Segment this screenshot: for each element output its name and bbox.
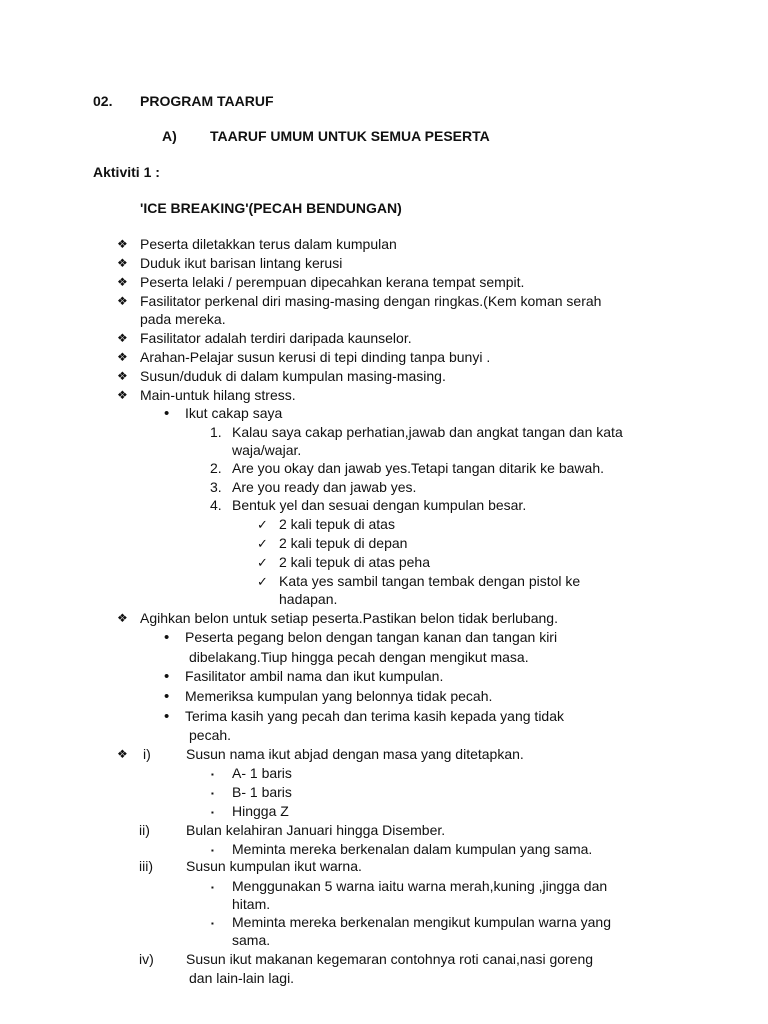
step-number: 4. (210, 497, 222, 513)
diamond-bullet-icon: ❖ (117, 275, 128, 289)
square-bullet-icon: ▪ (211, 883, 214, 892)
list-item: Main-untuk hilang stress. (140, 387, 296, 403)
step-text-continuation: waja/wajar. (232, 442, 302, 458)
sort-number: ii) (139, 822, 150, 838)
balloon-point-continuation: dibelakang.Tiup hingga pecah dengan mengikut masa. (189, 649, 529, 665)
square-bullet-icon: ▪ (211, 789, 214, 798)
sort-subitem: Meminta mereka berkenalan dalam kumpulan yang sama. (232, 841, 593, 857)
sort-text: Susun ikut makanan kegemaran contohnya roti canai,nasi goreng (186, 951, 594, 967)
square-bullet-icon: ▪ (211, 808, 214, 817)
section-number: 02. (93, 93, 113, 109)
diamond-bullet-icon: ❖ (117, 237, 128, 251)
list-item: Susun/duduk di dalam kumpulan masing-masing. (140, 368, 446, 384)
game-title: Ikut cakap saya (185, 405, 283, 421)
check-item-continuation: hadapan. (279, 591, 338, 607)
sort-text: Bulan kelahiran Januari hingga Disember. (186, 822, 446, 838)
balloon-point: Fasilitator ambil nama dan ikut kumpulan. (185, 668, 444, 684)
sort-text-continuation: dan lain-lain lagi. (189, 970, 295, 986)
diamond-bullet-icon: ❖ (117, 747, 128, 761)
sort-subitem: B- 1 baris (232, 784, 292, 800)
diamond-bullet-icon: ❖ (117, 369, 128, 383)
sort-text: Susun kumpulan ikut warna. (186, 858, 362, 874)
dot-bullet-icon: • (164, 668, 170, 685)
sort-number: iii) (139, 858, 153, 874)
step-number: 1. (210, 424, 222, 440)
balloon-point-continuation: pecah. (189, 727, 232, 743)
activity-label: Aktiviti 1 : (93, 164, 160, 180)
sort-subitem: Meminta mereka berkenalan mengikut kumpulan warna yang (232, 914, 611, 930)
step-text: Kalau saya cakap perhatian,jawab dan angkat tangan dan kata (232, 424, 623, 440)
step-number: 3. (210, 479, 222, 495)
diamond-bullet-icon: ❖ (117, 294, 128, 308)
step-number: 2. (210, 460, 222, 476)
diamond-bullet-icon: ❖ (117, 331, 128, 345)
diamond-bullet-icon: ❖ (117, 388, 128, 402)
dot-bullet-icon: • (164, 629, 170, 646)
diamond-bullet-icon: ❖ (117, 611, 128, 625)
balloon-point: Peserta pegang belon dengan tangan kanan dan tangan kiri (185, 629, 558, 645)
step-text: Are you ready dan jawab yes. (232, 479, 417, 495)
list-item: Arahan-Pelajar susun kerusi di tepi dinding tanpa bunyi . (140, 349, 491, 365)
dot-bullet-icon: • (164, 405, 170, 422)
list-item: Peserta diletakkan terus dalam kumpulan (140, 236, 397, 252)
activity-title: 'ICE BREAKING'(PECAH BENDUNGAN) (140, 200, 402, 216)
balloon-point: Memeriksa kumpulan yang belonnya tidak pecah. (185, 688, 493, 704)
sort-subitem-continuation: sama. (232, 932, 271, 948)
sort-subitem-continuation: hitam. (232, 896, 271, 912)
square-bullet-icon: ▪ (211, 846, 214, 855)
step-text: Are you okay dan jawab yes.Tetapi tangan ditarik ke bawah. (232, 460, 605, 476)
square-bullet-icon: ▪ (211, 770, 214, 779)
dot-bullet-icon: • (164, 688, 170, 705)
square-bullet-icon: ▪ (211, 919, 214, 928)
diamond-bullet-icon: ❖ (117, 350, 128, 364)
subsection-title: TAARUF UMUM UNTUK SEMUA PESERTA (210, 128, 490, 144)
list-item: Duduk ikut barisan lintang kerusi (140, 255, 343, 271)
check-item: 2 kali tepuk di atas peha (279, 554, 430, 570)
check-icon: ✓ (257, 574, 268, 589)
subsection-label: A) (162, 128, 177, 144)
sort-subitem: Menggunakan 5 warna iaitu warna merah,kuning ,jingga dan (232, 878, 608, 894)
check-item: Kata yes sambil tangan tembak dengan pistol ke (279, 573, 581, 589)
list-item: Fasilitator adalah terdiri daripada kaunselor. (140, 330, 412, 346)
list-item-continuation: pada mereka. (140, 311, 226, 327)
check-icon: ✓ (257, 555, 268, 570)
balloon-title: Agihkan belon untuk setiap peserta.Pastikan belon tidak berlubang. (140, 610, 558, 626)
balloon-point: Terima kasih yang pecah dan terima kasih kepada yang tidak (185, 708, 564, 724)
section-title: PROGRAM TAARUF (140, 93, 274, 109)
sort-text: Susun nama ikut abjad dengan masa yang ditetapkan. (186, 746, 524, 762)
list-item: Peserta lelaki / perempuan dipecahkan kerana tempat sempit. (140, 274, 525, 290)
check-item: 2 kali tepuk di atas (279, 516, 395, 532)
dot-bullet-icon: • (164, 708, 170, 725)
diamond-bullet-icon: ❖ (117, 256, 128, 270)
check-icon: ✓ (257, 536, 268, 551)
sort-subitem: Hingga Z (232, 803, 289, 819)
sort-number: i) (143, 746, 151, 762)
step-text: Bentuk yel dan sesuai dengan kumpulan besar. (232, 497, 527, 513)
list-item: Fasilitator perkenal diri masing-masing dengan ringkas.(Kem koman serah (140, 293, 602, 309)
sort-number: iv) (139, 951, 154, 967)
sort-subitem: A- 1 baris (232, 765, 292, 781)
check-item: 2 kali tepuk di depan (279, 535, 408, 551)
check-icon: ✓ (257, 517, 268, 532)
